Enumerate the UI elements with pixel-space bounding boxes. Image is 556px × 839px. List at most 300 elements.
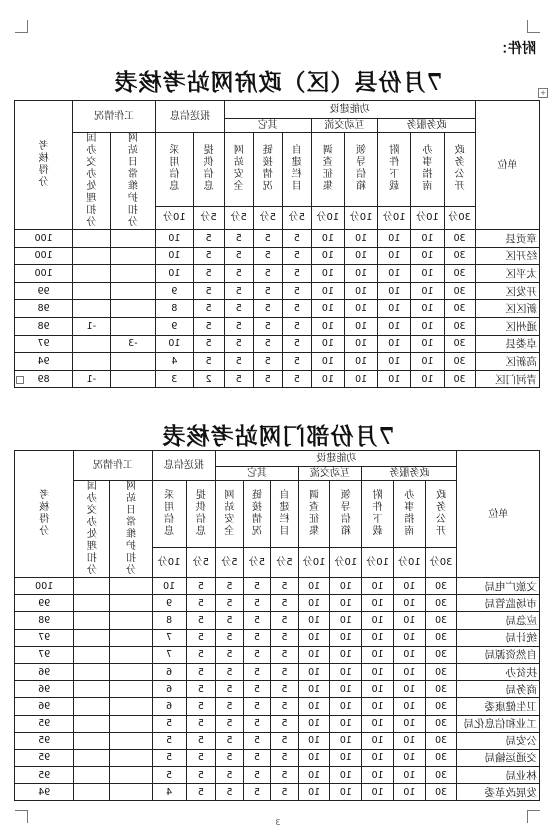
score-value: 5 bbox=[166, 752, 173, 764]
table-row bbox=[15, 749, 540, 766]
score-cell bbox=[330, 681, 362, 698]
score-cell bbox=[298, 663, 330, 680]
score-value: 10 bbox=[308, 649, 321, 661]
total-value: 100 bbox=[34, 267, 53, 279]
header-function-group bbox=[224, 101, 475, 119]
score-cell bbox=[345, 282, 378, 300]
header-col-label: 采用信息 bbox=[169, 145, 180, 193]
score-cell bbox=[216, 578, 244, 595]
score-cell bbox=[110, 578, 152, 595]
score-value: 5 bbox=[205, 303, 212, 315]
header-col-score-label: 10分 bbox=[397, 556, 421, 568]
score-value: 10 bbox=[308, 735, 321, 747]
header-col-7 bbox=[224, 133, 253, 207]
header-col-label: 国办交办处理扣分 bbox=[86, 481, 97, 576]
table-row bbox=[15, 353, 540, 371]
score-cell bbox=[444, 247, 475, 265]
score-cell bbox=[74, 698, 110, 715]
score-cell bbox=[425, 612, 457, 629]
score-cell bbox=[411, 353, 444, 371]
score-value: 10 bbox=[339, 769, 352, 781]
table2-title: 7月份部门网站考核表 bbox=[161, 423, 395, 450]
header-col-score bbox=[330, 547, 362, 577]
table-move-handle-icon[interactable]: + bbox=[538, 88, 548, 98]
header-other bbox=[216, 467, 299, 481]
score-cell bbox=[271, 749, 299, 766]
score-cell bbox=[362, 612, 394, 629]
score-cell bbox=[224, 282, 253, 300]
score-cell bbox=[224, 265, 253, 283]
header-col-label: 链接情况 bbox=[262, 145, 273, 193]
score-cell bbox=[271, 784, 299, 801]
table-row bbox=[15, 265, 540, 283]
score-cell bbox=[425, 578, 457, 595]
score-cell bbox=[378, 353, 411, 371]
score-cell bbox=[156, 353, 193, 371]
table-row bbox=[15, 663, 540, 680]
score-cell bbox=[378, 247, 411, 265]
score-cell bbox=[393, 595, 425, 612]
score-cell bbox=[243, 749, 271, 766]
score-cell bbox=[152, 681, 186, 698]
score-cell bbox=[362, 698, 394, 715]
score-value: 5 bbox=[264, 232, 271, 244]
score-value: 7 bbox=[166, 649, 173, 661]
score-cell bbox=[425, 732, 457, 749]
score-cell bbox=[378, 265, 411, 283]
score-cell bbox=[110, 370, 156, 388]
score-cell bbox=[253, 282, 282, 300]
score-cell bbox=[74, 629, 110, 646]
table-row bbox=[15, 681, 540, 698]
score-value: 5 bbox=[205, 250, 212, 262]
score-value: 10 bbox=[168, 232, 181, 244]
header-col-5 bbox=[271, 481, 299, 548]
total-value: 96 bbox=[38, 700, 51, 712]
total-cell bbox=[15, 335, 73, 353]
score-cell bbox=[444, 317, 475, 335]
score-cell bbox=[110, 698, 152, 715]
score-cell bbox=[193, 230, 224, 248]
crop-mark-top-right bbox=[15, 20, 28, 33]
score-cell bbox=[393, 578, 425, 595]
score-value: 5 bbox=[226, 614, 233, 626]
table-row bbox=[15, 300, 540, 318]
score-value: 5 bbox=[205, 355, 212, 367]
header-col-score bbox=[216, 547, 244, 577]
score-value: 10 bbox=[421, 355, 434, 367]
header-other-label: 其它 bbox=[246, 468, 267, 479]
score-cell bbox=[330, 784, 362, 801]
score-value: 10 bbox=[421, 250, 434, 262]
score-cell bbox=[152, 612, 186, 629]
total-cell bbox=[15, 595, 74, 612]
score-cell bbox=[411, 265, 444, 283]
header-col-9 bbox=[156, 133, 193, 207]
row-unit-label: 开发区 bbox=[505, 285, 537, 298]
score-value: 10 bbox=[388, 338, 401, 350]
score-value: 30 bbox=[435, 752, 448, 764]
score-cell bbox=[271, 681, 299, 698]
score-cell bbox=[311, 300, 344, 318]
score-cell bbox=[74, 767, 110, 784]
header-col-label: 办事指南 bbox=[404, 489, 415, 537]
score-cell bbox=[193, 335, 224, 353]
score-value: 5 bbox=[235, 232, 242, 244]
total-cell bbox=[15, 629, 74, 646]
row-unit-label: 市场监管局 bbox=[484, 597, 537, 610]
score-cell bbox=[110, 732, 152, 749]
header-col-score-label: 5分 bbox=[248, 556, 266, 568]
score-cell bbox=[444, 353, 475, 371]
department-website-score-table bbox=[14, 450, 540, 801]
score-cell bbox=[311, 265, 344, 283]
score-cell bbox=[253, 317, 282, 335]
header-col-2 bbox=[362, 481, 394, 548]
score-cell bbox=[393, 715, 425, 732]
header-col-11 bbox=[74, 481, 110, 578]
score-value: 8 bbox=[171, 303, 178, 315]
header-col-score-label: 10分 bbox=[302, 556, 326, 568]
score-cell bbox=[378, 300, 411, 318]
total-cell bbox=[15, 578, 74, 595]
score-cell bbox=[74, 612, 110, 629]
score-value: 5 bbox=[281, 597, 288, 609]
score-value: 10 bbox=[371, 752, 384, 764]
header-interaction bbox=[311, 119, 377, 133]
row-unit bbox=[475, 230, 539, 248]
header-function-group bbox=[216, 451, 457, 467]
score-value: 5 bbox=[281, 752, 288, 764]
header-col-label: 政务公开 bbox=[436, 489, 447, 537]
score-cell bbox=[444, 300, 475, 318]
score-value: 5 bbox=[293, 373, 300, 385]
header-col-7 bbox=[216, 481, 244, 548]
score-value: 10 bbox=[403, 735, 416, 747]
score-value: 10 bbox=[168, 250, 181, 262]
score-cell bbox=[330, 646, 362, 663]
total-cell bbox=[15, 317, 73, 335]
score-cell bbox=[362, 629, 394, 646]
header-col-10 bbox=[110, 133, 156, 230]
score-value: 5 bbox=[197, 614, 204, 626]
score-value: 30 bbox=[435, 769, 448, 781]
table-resize-handle[interactable] bbox=[16, 376, 24, 384]
score-value: 10 bbox=[371, 735, 384, 747]
row-unit bbox=[457, 663, 540, 680]
score-cell bbox=[425, 681, 457, 698]
score-value: 30 bbox=[435, 597, 448, 609]
header-col-label: 政务公开 bbox=[454, 145, 465, 193]
score-value: 5 bbox=[293, 355, 300, 367]
total-cell bbox=[15, 646, 74, 663]
score-cell bbox=[425, 767, 457, 784]
score-value: 30 bbox=[435, 683, 448, 695]
score-value: 10 bbox=[355, 320, 368, 332]
score-cell bbox=[345, 300, 378, 318]
score-cell bbox=[444, 230, 475, 248]
header-col-4 bbox=[311, 133, 344, 207]
score-cell bbox=[74, 646, 110, 663]
score-cell bbox=[110, 335, 156, 353]
score-cell bbox=[73, 282, 110, 300]
score-value: 10 bbox=[308, 683, 321, 695]
header-col-score-label: 10分 bbox=[163, 212, 186, 224]
score-cell bbox=[271, 715, 299, 732]
score-cell bbox=[243, 767, 271, 784]
score-cell bbox=[282, 230, 311, 248]
table1-title: 7月份县（区）政府网站考核表 bbox=[113, 69, 443, 96]
score-cell bbox=[216, 767, 244, 784]
total-cell bbox=[15, 265, 73, 283]
score-value: 5 bbox=[235, 320, 242, 332]
score-cell bbox=[74, 578, 110, 595]
score-cell bbox=[271, 612, 299, 629]
score-cell bbox=[110, 767, 152, 784]
header-col-score-label: 10分 bbox=[382, 212, 406, 224]
score-value: 30 bbox=[435, 649, 448, 661]
score-cell bbox=[186, 663, 216, 680]
score-cell bbox=[362, 749, 394, 766]
score-cell bbox=[271, 629, 299, 646]
score-cell bbox=[186, 595, 216, 612]
score-cell bbox=[378, 282, 411, 300]
table-row bbox=[15, 767, 540, 784]
row-unit bbox=[475, 265, 539, 283]
row-unit bbox=[457, 749, 540, 766]
total-cell bbox=[15, 230, 73, 248]
score-value: 10 bbox=[371, 683, 384, 695]
score-value: 10 bbox=[355, 267, 368, 279]
header-col-score bbox=[311, 206, 344, 229]
score-cell bbox=[271, 767, 299, 784]
header-unit-label: 单位 bbox=[488, 508, 509, 520]
score-cell bbox=[152, 732, 186, 749]
score-cell bbox=[152, 663, 186, 680]
score-cell bbox=[271, 595, 299, 612]
score-cell bbox=[298, 749, 330, 766]
score-cell bbox=[186, 732, 216, 749]
row-unit bbox=[457, 715, 540, 732]
score-cell bbox=[425, 646, 457, 663]
header-col-score bbox=[444, 206, 475, 229]
score-cell bbox=[74, 595, 110, 612]
row-unit-label: 林业局 bbox=[505, 769, 537, 782]
score-value: 5 bbox=[235, 285, 242, 297]
header-col-2 bbox=[378, 133, 411, 207]
header-unit-label: 单位 bbox=[497, 159, 518, 171]
score-cell bbox=[330, 698, 362, 715]
score-cell bbox=[298, 629, 330, 646]
header-col-label: 办事指南 bbox=[422, 145, 433, 193]
total-value: 97 bbox=[37, 338, 50, 350]
score-value: -1 bbox=[86, 373, 97, 385]
score-value: 5 bbox=[253, 786, 260, 798]
header-col-score-label: 5分 bbox=[192, 556, 210, 568]
row-unit bbox=[475, 300, 539, 318]
header-col-score bbox=[271, 547, 299, 577]
row-unit-label: 新区区 bbox=[505, 303, 537, 316]
score-value: 10 bbox=[403, 580, 416, 592]
table-row bbox=[15, 732, 540, 749]
score-cell bbox=[156, 247, 193, 265]
score-value: 10 bbox=[308, 632, 321, 644]
score-cell bbox=[216, 681, 244, 698]
score-value: 5 bbox=[226, 769, 233, 781]
score-value: 5 bbox=[281, 683, 288, 695]
score-value: 10 bbox=[403, 700, 416, 712]
header-col-label: 自建栏目 bbox=[291, 145, 302, 193]
score-cell bbox=[311, 247, 344, 265]
table-row bbox=[15, 247, 540, 265]
score-value: 10 bbox=[308, 700, 321, 712]
score-cell bbox=[298, 578, 330, 595]
score-cell bbox=[393, 732, 425, 749]
score-value: 5 bbox=[226, 735, 233, 747]
header-col-score bbox=[253, 206, 282, 229]
score-cell bbox=[345, 265, 378, 283]
row-unit-label: 卓娄县 bbox=[505, 338, 537, 351]
header-gov-services-label: 政务服务 bbox=[389, 468, 430, 479]
score-cell bbox=[110, 353, 156, 371]
score-value: 10 bbox=[388, 373, 401, 385]
header-col-score bbox=[411, 206, 444, 229]
row-unit bbox=[475, 353, 539, 371]
score-value: 5 bbox=[253, 666, 260, 678]
score-value: 5 bbox=[281, 786, 288, 798]
score-value: 5 bbox=[205, 320, 212, 332]
header-col-6 bbox=[243, 481, 271, 548]
score-value: 6 bbox=[166, 666, 173, 678]
score-cell bbox=[156, 230, 193, 248]
score-cell bbox=[298, 784, 330, 801]
score-value: 4 bbox=[166, 786, 173, 798]
header-col-score bbox=[393, 547, 425, 577]
score-cell bbox=[216, 749, 244, 766]
score-cell bbox=[393, 681, 425, 698]
score-value: 10 bbox=[308, 786, 321, 798]
score-value: 5 bbox=[253, 769, 260, 781]
header-col-label: 调查征集 bbox=[322, 145, 333, 193]
score-value: 5 bbox=[235, 373, 242, 385]
score-cell bbox=[393, 646, 425, 663]
score-value: 30 bbox=[435, 700, 448, 712]
score-value: 10 bbox=[355, 303, 368, 315]
header-col-score-label: 5分 bbox=[259, 212, 276, 224]
score-value: -3 bbox=[128, 338, 138, 350]
score-value: 30 bbox=[453, 303, 466, 315]
score-cell bbox=[156, 265, 193, 283]
score-value: 5 bbox=[253, 614, 260, 626]
header-function-label: 功能建设 bbox=[316, 453, 357, 464]
total-value: 98 bbox=[38, 614, 51, 626]
header-total-label: 考核得分 bbox=[39, 490, 50, 537]
score-cell bbox=[110, 784, 152, 801]
table-row bbox=[15, 646, 540, 663]
score-value: 10 bbox=[339, 614, 352, 626]
score-value: 10 bbox=[403, 718, 416, 730]
score-value: 5 bbox=[293, 320, 300, 332]
score-cell bbox=[224, 230, 253, 248]
score-value: 5 bbox=[197, 597, 204, 609]
score-cell bbox=[243, 732, 271, 749]
score-value: 10 bbox=[355, 355, 368, 367]
score-cell bbox=[186, 698, 216, 715]
score-value: 5 bbox=[235, 338, 242, 350]
score-cell bbox=[393, 784, 425, 801]
score-cell bbox=[298, 698, 330, 715]
header-total bbox=[15, 451, 74, 578]
table-row bbox=[15, 370, 540, 388]
header-col-6 bbox=[253, 133, 282, 207]
header-col-score bbox=[425, 547, 457, 577]
score-value: 10 bbox=[371, 769, 384, 781]
score-value: 30 bbox=[435, 632, 448, 644]
header-col-score bbox=[282, 206, 311, 229]
row-unit-label: 高新区 bbox=[505, 355, 537, 368]
header-col-score-label: 10分 bbox=[316, 212, 340, 224]
score-value: 5 bbox=[226, 649, 233, 661]
score-cell bbox=[152, 784, 186, 801]
score-value: 10 bbox=[371, 580, 384, 592]
score-value: 5 bbox=[235, 355, 242, 367]
score-value: 10 bbox=[403, 786, 416, 798]
score-cell bbox=[110, 629, 152, 646]
row-unit-label: 通州区 bbox=[505, 320, 537, 333]
score-value: 10 bbox=[403, 666, 416, 678]
score-cell bbox=[330, 595, 362, 612]
table-row bbox=[15, 698, 540, 715]
total-cell bbox=[15, 663, 74, 680]
total-value: 99 bbox=[37, 285, 50, 297]
score-cell bbox=[73, 370, 110, 388]
header-info-label: 报送信息 bbox=[169, 111, 210, 122]
score-value: 5 bbox=[226, 632, 233, 644]
row-unit bbox=[475, 335, 539, 353]
header-col-label: 附件下载 bbox=[372, 489, 383, 537]
score-value: 5 bbox=[264, 250, 271, 262]
header-col-label: 提供信息 bbox=[195, 489, 206, 537]
score-value: 10 bbox=[355, 232, 368, 244]
score-value: 5 bbox=[197, 786, 204, 798]
score-cell bbox=[311, 335, 344, 353]
total-cell bbox=[15, 300, 73, 318]
score-cell bbox=[186, 578, 216, 595]
row-unit bbox=[457, 578, 540, 595]
score-cell bbox=[345, 353, 378, 371]
header-col-score-label: 10分 bbox=[366, 556, 389, 568]
header-col-score-label: 10分 bbox=[334, 556, 358, 568]
header-col-score bbox=[378, 206, 411, 229]
score-cell bbox=[330, 629, 362, 646]
row-unit-label: 公安局 bbox=[505, 735, 537, 748]
score-value: 10 bbox=[321, 285, 334, 297]
header-col-4 bbox=[298, 481, 330, 548]
score-value: 5 bbox=[197, 649, 204, 661]
score-value: 10 bbox=[388, 285, 401, 297]
score-value: 5 bbox=[281, 580, 288, 592]
score-cell bbox=[216, 732, 244, 749]
score-cell bbox=[193, 247, 224, 265]
score-value: 10 bbox=[355, 338, 368, 350]
score-value: 10 bbox=[371, 666, 384, 678]
score-value: 5 bbox=[281, 649, 288, 661]
score-value: 10 bbox=[388, 250, 401, 262]
score-cell bbox=[110, 715, 152, 732]
row-unit-label: 经开区 bbox=[505, 250, 537, 263]
score-cell bbox=[224, 317, 253, 335]
score-value: 10 bbox=[371, 718, 384, 730]
